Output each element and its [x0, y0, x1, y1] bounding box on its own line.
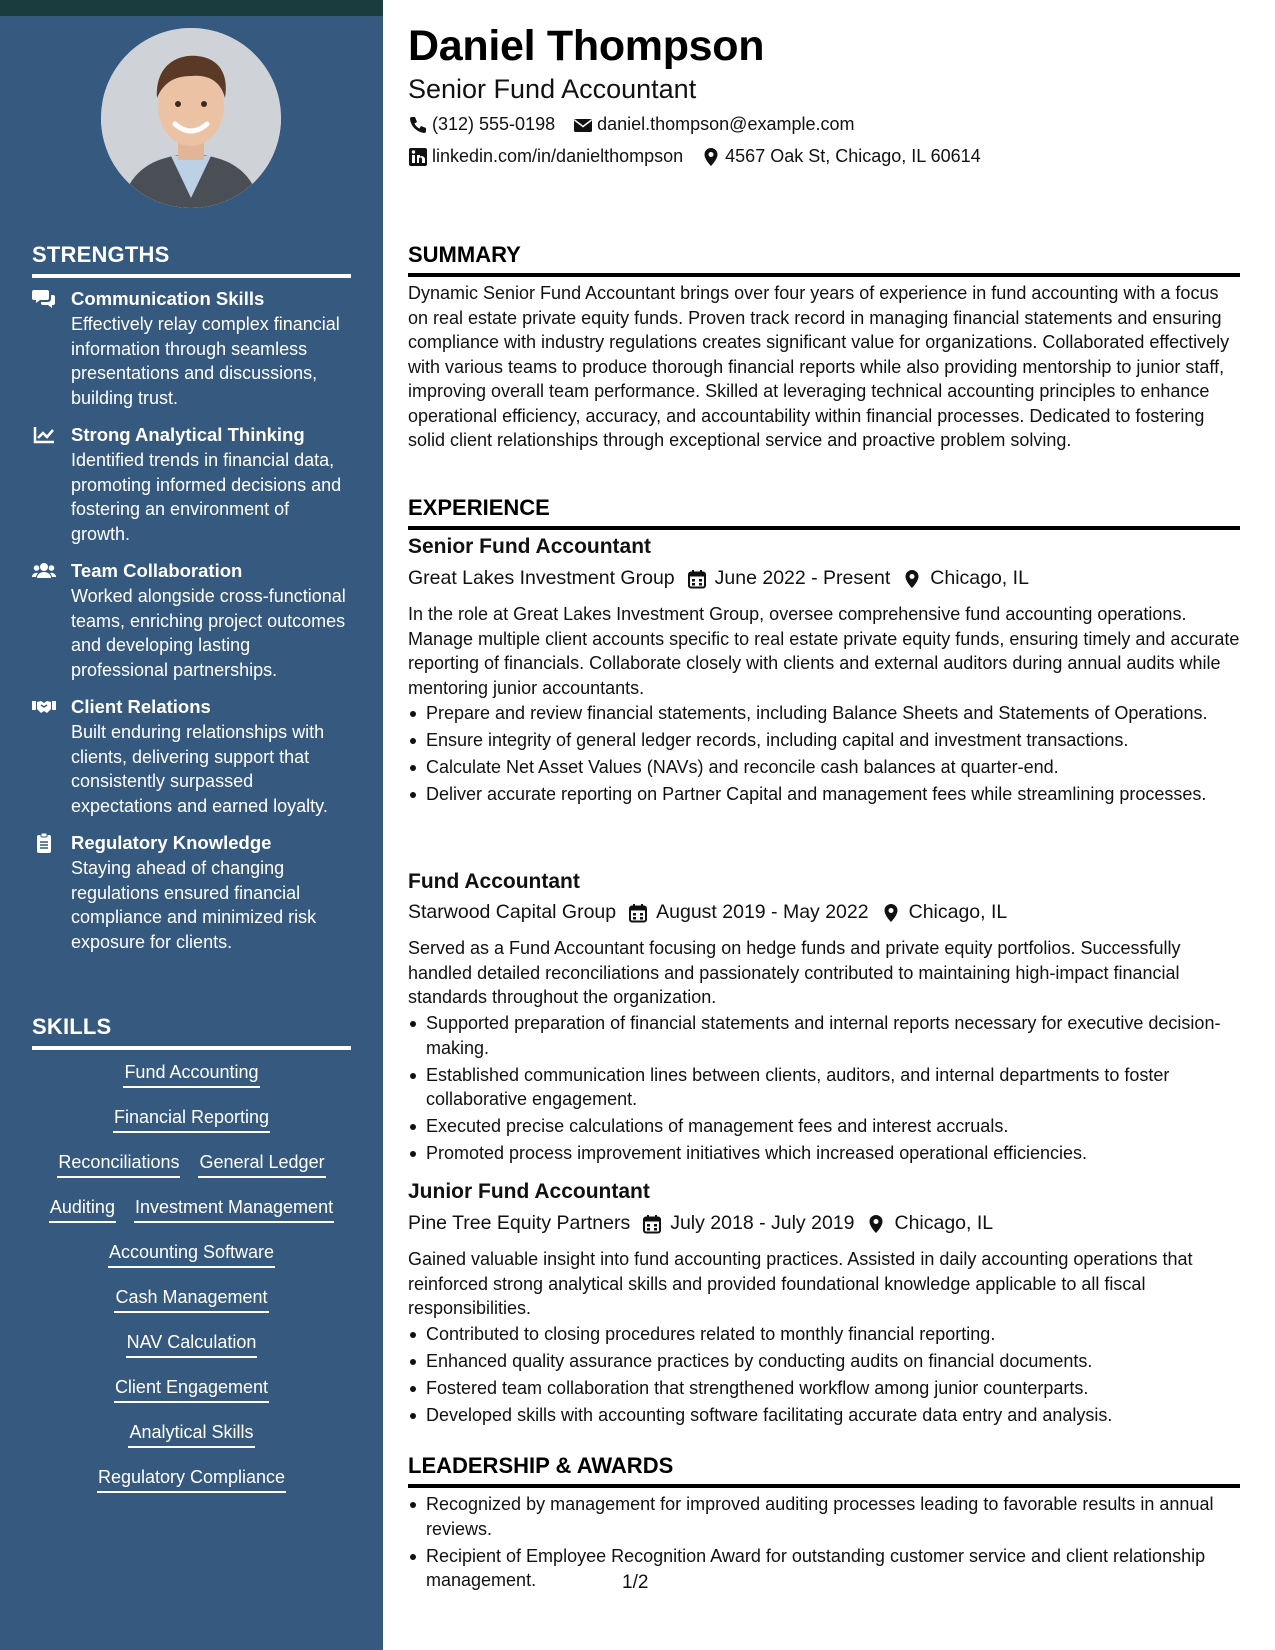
job-description: In the role at Great Lakes Investment Group, oversee comprehensive fund accounting operations. Manage multiple client accounts specific to real estate private equity funds, ensuring timely and accurate reporting of financials. Collaborate closely with clients and external auditors during annual audits while mentoring junior accountants. [408, 604, 1240, 698]
job-meta [408, 567, 1029, 590]
job-meta [408, 1212, 993, 1235]
leadership-bullets [408, 1492, 1240, 1595]
job-dates: July 2018 - July 2019 [670, 1212, 855, 1234]
strength-title: Team Collaboration [71, 560, 243, 581]
job-bullet: Fostered team collaboration that strengthened workflow among junior counterparts. [408, 1376, 1240, 1401]
job-location: Chicago, IL [908, 901, 1008, 923]
strength-item [32, 422, 352, 546]
strength-item [32, 694, 352, 818]
calendar-icon [687, 569, 707, 589]
job-location: Chicago, IL [930, 567, 1029, 589]
skill-tag: Accounting Software [108, 1240, 275, 1268]
summary-text: Dynamic Senior Fund Accountant brings over four years of experience in fund accounting with a focus on real estate private equity funds. Proven track record in managing financial statements and ensuring compliance with industry regulations creates significant value for organizations. Collaborated effectively with various teams to produce thorough financial reports while also providing mentorship to junior staff, improving overall team performance. Skilled at leveraging technical accounting principles to enhance operational efficiency, accuracy, and accountability within financial processes. Dedicated to fostering solid client relationships through exceptional service and proactive problem solving. [408, 283, 1230, 450]
chart-line-icon [32, 424, 56, 446]
summary-heading: SUMMARY [408, 242, 1240, 277]
job-bullet: Established communication lines between clients, auditors, and internal departments to foster collaborative engagement. [408, 1063, 1240, 1112]
clipboard-icon [32, 832, 56, 854]
job-bullet: Enhanced quality assurance practices by conducting audits on financial documents. [408, 1349, 1240, 1374]
address-contact [701, 146, 981, 167]
job-bullet: Promoted process improvement initiatives which increased operational efficiencies. [408, 1141, 1240, 1166]
phone-contact[interactable] [408, 114, 555, 135]
contact-row [408, 114, 855, 135]
sidebar [0, 0, 383, 1650]
job-meta [408, 901, 1007, 924]
skill-tag: Analytical Skills [128, 1420, 254, 1448]
skill-tag: Investment Management [134, 1195, 334, 1223]
skill-tag: Fund Accounting [123, 1060, 259, 1088]
experience-heading: EXPERIENCE [408, 495, 1240, 530]
leadership-bullet: Recipient of Employee Recognition Award for outstanding customer service and client relationship management. [408, 1544, 1240, 1593]
strengths-heading: STRENGTHS [32, 242, 351, 278]
job-description: Gained valuable insight into fund accounting practices. Assisted in daily accounting operations that reinforced strong analytical skills and provided foundational knowledge applicable to all fiscal responsibilities. [408, 1249, 1193, 1318]
job-dates: August 2019 - May 2022 [656, 901, 869, 923]
job-company: Great Lakes Investment Group [408, 567, 675, 589]
linkedin-contact[interactable] [408, 146, 683, 167]
job-bullet: Prepare and review financial statements, including Balance Sheets and Statements of Operations. [408, 701, 1240, 726]
strength-description: Effectively relay complex financial information through seamless presentations and discussions, building trust. [71, 314, 340, 408]
candidate-title: Senior Fund Accountant [408, 74, 697, 104]
skill-tag: Cash Management [114, 1285, 268, 1313]
job-bullet: Supported preparation of financial statements and internal reports necessary for executive decision-making. [408, 1011, 1240, 1060]
strength-title: Communication Skills [71, 288, 265, 309]
skill-tag: NAV Calculation [126, 1330, 258, 1358]
skills-heading: SKILLS [32, 1014, 351, 1050]
job-dates: June 2022 - Present [714, 567, 891, 589]
envelope-icon [573, 115, 593, 135]
job-company: Starwood Capital Group [408, 901, 617, 923]
job-bullets [408, 701, 1240, 809]
skill-tag: Regulatory Compliance [97, 1465, 286, 1493]
skill-tag: Auditing [49, 1195, 116, 1223]
contact-row-2 [408, 146, 981, 167]
strength-item [32, 830, 352, 954]
job-bullet: Contributed to closing procedures related to monthly financial reporting. [408, 1322, 1240, 1347]
calendar-icon [628, 903, 648, 923]
strength-title: Regulatory Knowledge [71, 832, 272, 853]
job-location: Chicago, IL [894, 1212, 994, 1234]
job-bullets [408, 1011, 1240, 1168]
strength-title: Client Relations [71, 696, 211, 717]
job-title: Senior Fund Accountant [408, 535, 652, 558]
strengths-list [32, 286, 352, 966]
job-description: Served as a Fund Accountant focusing on hedge funds and private equity portfolios. Successfully handled detailed reconciliations and passionately contributed to maintaining high-impact financial standards throughout the organization. [408, 938, 1181, 1007]
email-contact[interactable] [573, 114, 854, 135]
strength-description: Worked alongside cross-functional teams, enriching project outcomes and developing lasting professional partnerships. [71, 586, 346, 680]
profile-photo [101, 28, 281, 208]
leadership-heading: LEADERSHIP & AWARDS [408, 1453, 1240, 1488]
job-bullet: Developed skills with accounting software facilitating accurate data entry and analysis. [408, 1403, 1240, 1428]
job-bullet: Executed precise calculations of management fees and interest accruals. [408, 1114, 1240, 1139]
linkedin-text: linkedin.com/in/danielthompson [432, 146, 684, 166]
phone-icon [408, 115, 428, 135]
users-icon [32, 560, 56, 582]
linkedin-icon [408, 147, 428, 167]
job-title: Fund Accountant [408, 870, 580, 893]
handshake-icon [32, 696, 56, 718]
sidebar-top-bar [0, 0, 383, 16]
comments-icon [32, 288, 56, 310]
strength-item [32, 286, 352, 410]
strength-title: Strong Analytical Thinking [71, 424, 305, 445]
skill-tag: Financial Reporting [113, 1105, 270, 1133]
map-marker-icon [902, 569, 922, 589]
strength-description: Built enduring relationships with clients, delivering support that consistently surpassed expectations and earned loyalty. [71, 722, 328, 816]
email-text: daniel.thompson@example.com [597, 114, 855, 134]
job-bullet: Ensure integrity of general ledger records, including capital and investment transactions. [408, 728, 1240, 753]
job-bullet: Calculate Net Asset Values (NAVs) and reconcile cash balances at quarter-end. [408, 755, 1240, 780]
skill-tag: General Ledger [198, 1150, 325, 1178]
map-marker-icon [881, 903, 901, 923]
job-company: Pine Tree Equity Partners [408, 1212, 631, 1234]
job-bullets [408, 1322, 1240, 1430]
calendar-icon [642, 1214, 662, 1234]
job-title: Junior Fund Accountant [408, 1180, 650, 1203]
candidate-name: Daniel Thompson [408, 22, 765, 70]
strength-item [32, 558, 352, 682]
job-bullet: Deliver accurate reporting on Partner Capital and management fees while streamlining processes. [408, 782, 1240, 807]
map-marker-icon [866, 1214, 886, 1234]
leadership-bullet: Recognized by management for improved auditing processes leading to favorable results in annual reviews. [408, 1492, 1240, 1541]
page-number: 1/2 [622, 1572, 649, 1593]
strength-description: Identified trends in financial data, promoting informed decisions and fostering an environment of growth. [71, 450, 342, 544]
phone-text: (312) 555-0198 [432, 114, 556, 134]
strength-description: Staying ahead of changing regulations ensured financial compliance and minimized risk exposure for clients. [71, 858, 317, 952]
skill-tag: Client Engagement [114, 1375, 269, 1403]
address-text: 4567 Oak St, Chicago, IL 60614 [725, 146, 981, 166]
map-marker-icon [701, 147, 721, 167]
skill-tag: Reconciliations [57, 1150, 180, 1178]
skills-list [32, 1060, 351, 1510]
